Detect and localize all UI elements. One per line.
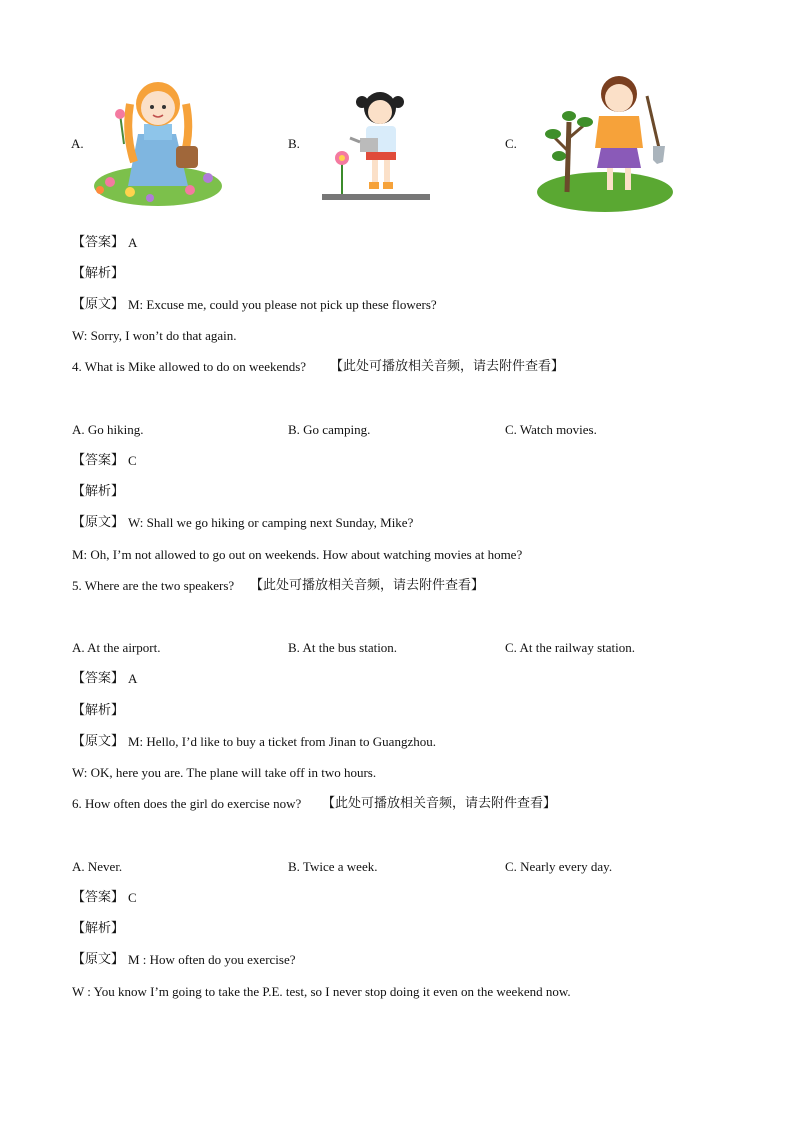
q4-option-a: A. Go hiking.: [72, 422, 144, 437]
q3-transcript-line-2: W: Sorry, I won’t do that again.: [72, 328, 237, 343]
q5-question: 5. Where are the two speakers?: [72, 578, 235, 593]
q3-original-tag: 【原文】: [72, 297, 125, 312]
girl-watering-flower-image: [320, 88, 432, 204]
q3-answer: A: [128, 235, 138, 250]
q4-audio-note[interactable]: 【此处可播放相关音频，请去附件查看】: [330, 359, 565, 374]
girl-planting-tree-image: [535, 72, 675, 214]
q6-question: 6. How often does the girl do exercise now?: [72, 796, 302, 811]
q3-transcript-line-1: M: Excuse me, could you please not pick up these flowers?: [128, 297, 437, 312]
q5-transcript-line-1: M: Hello, I’d like to buy a ticket from Jinan to Guangzhou.: [128, 734, 436, 749]
q4-transcript-line-1: W: Shall we go hiking or camping next Sunday, Mike?: [128, 515, 414, 530]
q4-answer-tag: 【答案】: [72, 453, 125, 468]
q6-option-b: B. Twice a week.: [288, 859, 378, 874]
q4-original-tag: 【原文】: [72, 515, 125, 530]
q5-original-tag: 【原文】: [72, 734, 125, 749]
q6-transcript-line-2: W : You know I’m going to take the P.E. test, so I never stop doing it even on the weekend now.: [72, 984, 571, 999]
q6-answer: C: [128, 890, 137, 905]
q4-option-c: C. Watch movies.: [505, 422, 597, 437]
girl-picking-flowers-image: [90, 74, 225, 209]
q4-question: 4. What is Mike allowed to do on weekends?: [72, 359, 307, 374]
q3-analysis-tag: 【解析】: [72, 266, 125, 281]
q5-option-b: B. At the bus station.: [288, 640, 398, 655]
q5-audio-note[interactable]: 【此处可播放相关音频，请去附件查看】: [250, 578, 485, 593]
q4-analysis-tag: 【解析】: [72, 484, 125, 499]
q6-option-a: A. Never.: [72, 859, 123, 874]
option-a-letter: A.: [71, 136, 84, 151]
q6-original-tag: 【原文】: [72, 952, 125, 967]
q6-transcript-line-1: M : How often do you exercise?: [128, 952, 296, 967]
q5-analysis-tag: 【解析】: [72, 703, 125, 718]
q5-transcript-line-2: W: OK, here you are. The plane will take off in two hours.: [72, 765, 377, 780]
q5-option-c: C. At the railway station.: [505, 640, 635, 655]
q5-option-a: A. At the airport.: [72, 640, 161, 655]
q6-audio-note[interactable]: 【此处可播放相关音频，请去附件查看】: [322, 796, 557, 811]
option-c-letter: C.: [505, 136, 517, 151]
q3-answer-tag: 【答案】: [72, 235, 125, 250]
q6-option-c: C. Nearly every day.: [505, 859, 613, 874]
q5-answer: A: [128, 671, 138, 686]
q4-option-b: B. Go camping.: [288, 422, 371, 437]
q6-analysis-tag: 【解析】: [72, 921, 125, 936]
option-b-letter: B.: [288, 136, 300, 151]
q6-answer-tag: 【答案】: [72, 890, 125, 905]
q5-answer-tag: 【答案】: [72, 671, 125, 686]
q4-transcript-line-2: M: Oh, I’m not allowed to go out on weekends. How about watching movies at home?: [72, 547, 523, 562]
q4-answer: C: [128, 453, 137, 468]
